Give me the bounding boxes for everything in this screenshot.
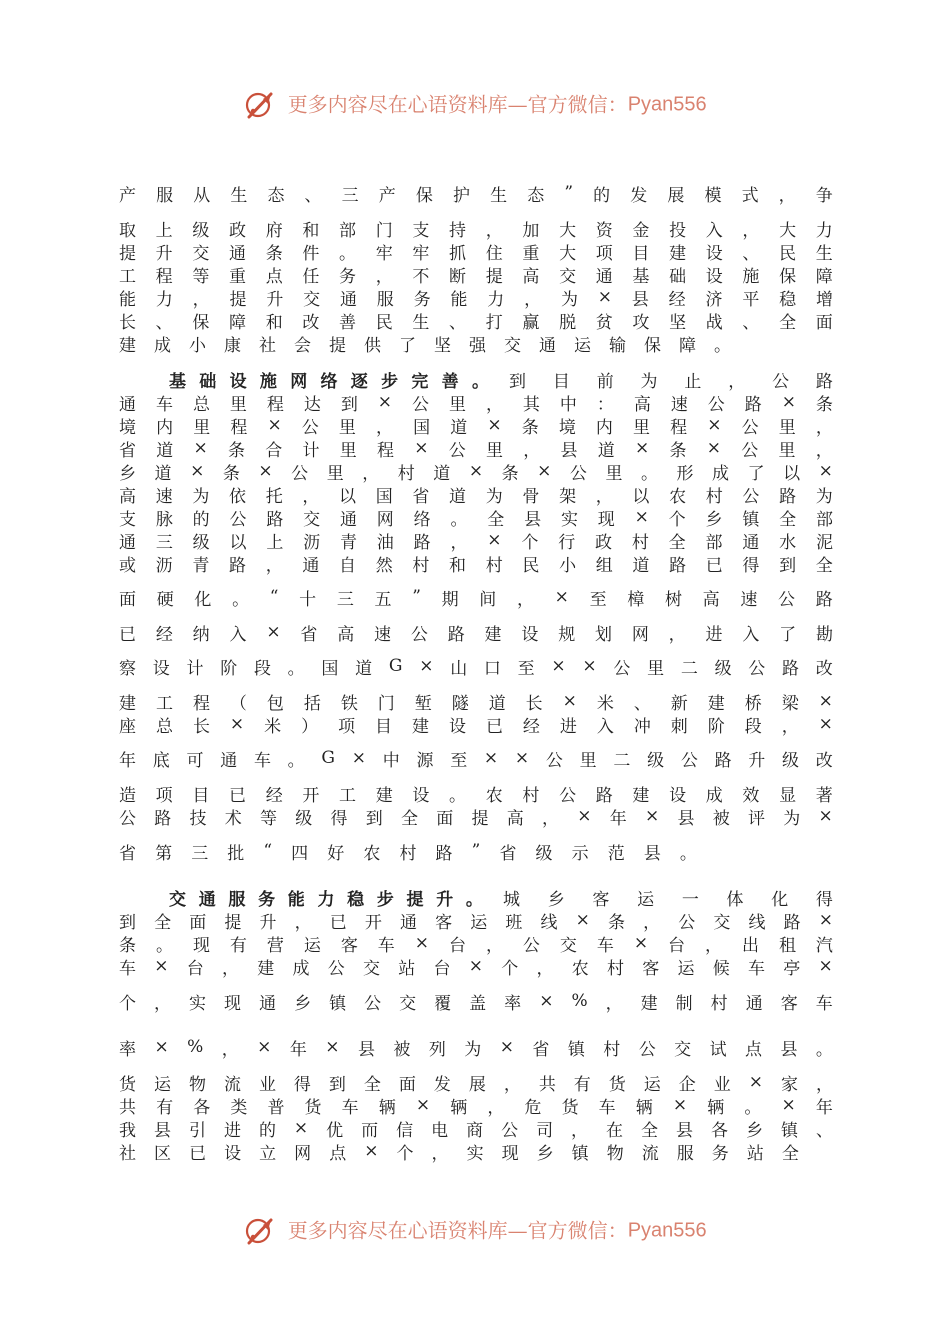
text-line: 率 × % ， × 年 × 县 被 列 为 × 省 镇 村 公 交 试 点 县 。 (119, 1037, 833, 1060)
text-line: 到 全 面 提 升 ， 已 开 通 客 运 班 线 × 条 ， 公 交 线 路 × (119, 910, 833, 933)
text-line: 货 运 物 流 业 得 到 全 面 发 展 ， 共 有 货 运 企 业 × 家 ， (119, 1072, 833, 1095)
quill-logo-icon (243, 90, 277, 120)
text-line: 已 经 纳 入 × 省 高 速 公 路 建 设 规 划 网 ， 进 入 了 勘 (119, 622, 833, 645)
text-line: 省 道 × 条 合 计 里 程 × 公 里 ， 县 道 × 条 × 公 里 ， (119, 438, 833, 461)
text-line: 察 设 计 阶 段 。 国 道 G × 山 口 至 × × 公 里 二 级 公 路 改 (119, 656, 833, 679)
header-wechat-id: Pyan556 (627, 93, 707, 116)
footer-banner (0, 1214, 950, 1246)
text-line: 能 力 ， 提 升 交 通 服 务 能 力 ， 为 × 县 经 济 平 稳 增 (119, 287, 833, 310)
text-line: 个 ， 实 现 通 乡 镇 公 交 覆 盖 率 × % ， 建 制 村 通 客 车 (119, 991, 833, 1014)
quill-logo-icon (243, 1216, 277, 1246)
text-line: 乡 道 × 条 × 公 里 ， 村 道 × 条 × 公 里 。 形 成 了 以 × (119, 461, 833, 484)
footer-banner-text: 更多内容尽在心语资料库—官方微信： (287, 1218, 628, 1243)
text-line: 年 底 可 通 车 。 G × 中 源 至 × × 公 里 二 级 公 路 升 级 改 (119, 748, 833, 771)
text-line: 我 县 引 进 的 × 优 而 信 电 商 公 司 ， 在 全 县 各 乡 镇 、 (119, 1118, 833, 1141)
text-line: 长 、 保 障 和 改 善 民 生 、 打 赢 脱 贫 攻 坚 战 、 全 面 (119, 312, 833, 333)
text-line: 造 项 目 已 经 开 工 建 设 。 农 村 公 路 建 设 成 效 显 著 (119, 785, 833, 806)
text-line: 通 车 总 里 程 达 到 × 公 里 ， 其 中 ： 高 速 公 路 × 条 (119, 392, 833, 415)
header-banner-text: 更多内容尽在心语资料库—官方微信： (287, 92, 628, 117)
text-line: 通 三 级 以 上 沥 青 油 路 ， × 个 行 政 村 全 部 通 水 泥 (119, 530, 833, 553)
text-line: 产 服 从 生 态 、 三 产 保 护 生 态 ” 的 发 展 模 式 ， 争 (119, 183, 833, 206)
text-line: 座 总 长 × 米 ） 项 目 建 设 已 经 进 入 冲 刺 阶 段 ， × (119, 714, 833, 737)
text-line: 境 内 里 程 × 公 里 ， 国 道 × 条 境 内 里 程 × 公 里 ， (119, 415, 833, 438)
text-line: 条 。 现 有 营 运 客 车 × 台 ， 公 交 车 × 台 ， 出 租 汽 (119, 933, 833, 956)
text-line: 支 脉 的 公 路 交 通 网 络 。 全 县 实 现 × 个 乡 镇 全 部 (119, 507, 833, 530)
text-line: 到 目 前 为 止 ， 公 路 (509, 371, 833, 392)
text-line: 省 第 三 批 “ 四 好 农 村 路 ” 省 级 示 范 县 。 (119, 841, 697, 864)
text-line: 取 上 级 政 府 和 部 门 支 持 ， 加 大 资 金 投 入 ， 大 力 (119, 220, 833, 241)
text-line: 建 成 小 康 社 会 提 供 了 坚 强 交 通 运 输 保 障 。 (119, 335, 731, 356)
text-line: 共 有 各 类 普 货 车 辆 × 辆 ， 危 货 车 辆 × 辆 。 × 年 (119, 1095, 833, 1118)
text-line: 高 速 为 依 托 ， 以 国 省 道 为 骨 架 ， 以 农 村 公 路 为 (119, 486, 833, 507)
text-line: 社 区 已 设 立 网 点 × 个 ， 实 现 乡 镇 物 流 服 务 站 全 (119, 1141, 799, 1164)
text-line: 车 × 台 ， 建 成 公 交 站 台 × 个 ， 农 村 客 运 候 车 亭 × (119, 956, 833, 979)
paragraph-heading: 交 通 服 务 能 力 稳 步 提 升 。 (169, 889, 483, 910)
text-line: 面 硬 化 。 “ 十 三 五 ” 期 间 ， × 至 樟 树 高 速 公 路 (119, 587, 833, 610)
text-line: 提 升 交 通 条 件 。 牢 牢 抓 住 重 大 项 目 建 设 、 民 生 (119, 243, 833, 264)
text-line: 城 乡 客 运 一 体 化 得 (503, 889, 833, 910)
header-banner (0, 88, 950, 120)
text-line: 建 工 程 （ 包 括 铁 门 堑 隧 道 长 × 米 、 新 建 桥 梁 × (119, 691, 833, 714)
text-line: 工 程 等 重 点 任 务 ， 不 断 提 高 交 通 基 础 设 施 保 障 (119, 266, 833, 287)
paragraph-heading: 基 础 设 施 网 络 逐 步 完 善 。 (169, 371, 489, 392)
footer-wechat-id: Pyan556 (627, 1219, 707, 1242)
text-line: 公 路 技 术 等 级 得 到 全 面 提 高 ， × 年 × 县 被 评 为 × (119, 806, 833, 829)
text-line: 或 沥 青 路 ， 通 自 然 村 和 村 民 小 组 道 路 已 得 到 全 (119, 555, 833, 576)
